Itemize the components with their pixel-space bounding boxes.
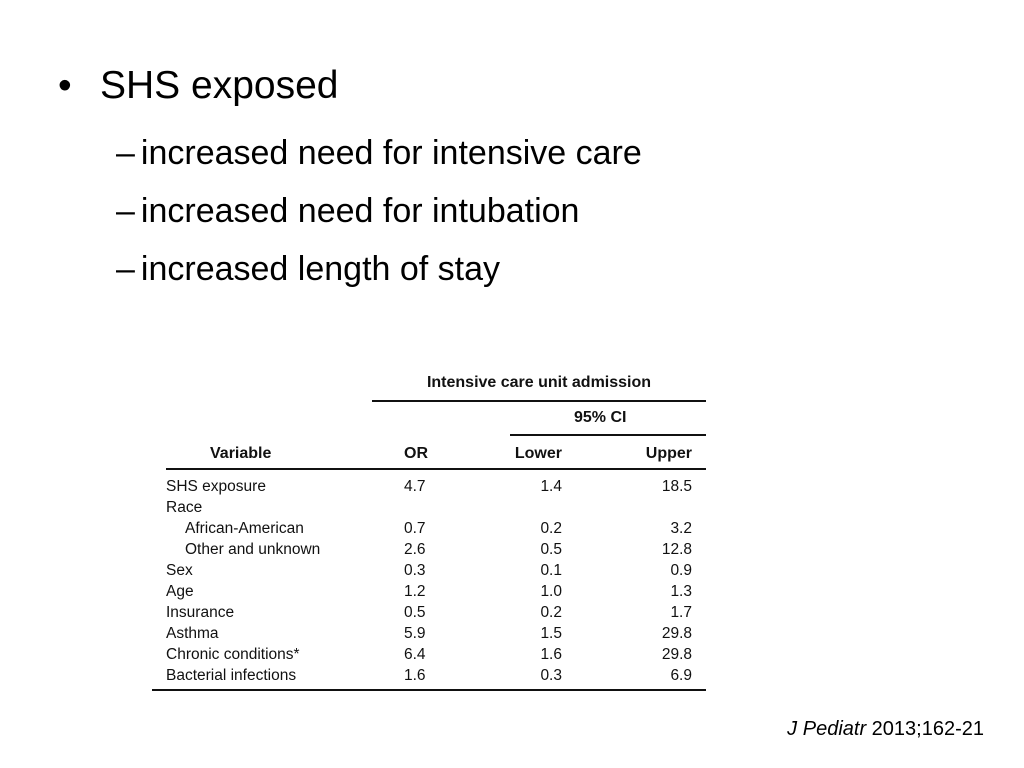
table-row [152,581,706,602]
bottom-rule [152,689,706,691]
cell-lower: 1.0 [540,583,562,600]
ci-rule [510,434,706,436]
sub-bullet [116,124,642,182]
table-row [152,602,706,623]
table-row [152,644,706,665]
column-header-lower: Lower [514,445,562,462]
cell-lower: 0.1 [540,562,562,579]
ci-header: 95% CI [574,409,627,426]
table-row [152,665,706,686]
cell-lower: 1.5 [540,625,562,642]
table-row [152,539,706,560]
column-header-or: OR [404,445,428,462]
cell-variable: Age [166,583,194,600]
cell-or: 6.4 [404,646,426,663]
cell-variable: Bacterial infections [166,667,297,684]
citation-journal: J Pediatr [787,718,867,740]
sub-bullet-text: increased length of stay [140,250,501,288]
sub-bullet [116,182,642,240]
main-bullet [58,58,338,114]
cell-variable: Other and unknown [185,541,321,558]
cell-lower: 0.2 [540,604,562,621]
cell-lower: 1.6 [540,646,562,663]
cell-upper: 18.5 [661,478,692,495]
cell-lower: 0.3 [540,667,562,684]
column-header-upper: Upper [645,445,692,462]
table-row [152,476,706,497]
cell-or: 4.7 [404,478,426,495]
cell-variable: Asthma [166,625,219,642]
table-title: Intensive care unit admission [426,374,652,391]
cell-lower: 1.4 [540,478,562,495]
cell-or: 0.3 [404,562,426,579]
cell-upper: 0.9 [670,562,692,579]
main-bullet-text: SHS exposed [100,64,339,107]
bullet-marker: • [58,64,72,107]
sub-bullet-text: increased need for intensive care [140,134,642,172]
sub-bullet [116,240,642,298]
cell-upper: 29.8 [661,625,692,642]
sub-bullet-list [116,124,642,298]
sub-bullet-text: increased need for intubation [140,192,580,230]
cell-lower: 0.2 [540,520,562,537]
cell-upper: 12.8 [661,541,692,558]
table-row [152,560,706,581]
citation-details: 2013;162-21 [866,718,984,740]
cell-upper: 3.2 [670,520,692,537]
cell-or: 0.7 [404,520,426,537]
cell-variable: SHS exposure [166,478,266,495]
table-body [152,476,706,686]
table-row [152,518,706,539]
title-rule [372,400,706,402]
cell-variable: Chronic conditions* [166,646,300,663]
dash-marker: – [116,250,135,288]
cell-lower: 0.5 [540,541,562,558]
header-rule [166,468,706,470]
cell-or: 5.9 [404,625,426,642]
cell-variable: Sex [166,562,193,579]
cell-variable: Insurance [166,604,235,621]
column-header-variable: Variable [210,445,272,462]
cell-upper: 1.3 [670,583,692,600]
dash-marker: – [116,192,135,230]
cell-variable: African-American [185,520,304,537]
table-row [152,623,706,644]
citation [787,718,984,741]
cell-or: 1.2 [404,583,426,600]
dash-marker: – [116,134,135,172]
cell-upper: 29.8 [661,646,692,663]
cell-or: 0.5 [404,604,426,621]
cell-or: 2.6 [404,541,426,558]
cell-upper: 1.7 [670,604,692,621]
cell-variable: Race [166,499,203,516]
cell-upper: 6.9 [670,667,692,684]
table-row [152,497,706,518]
cell-or: 1.6 [404,667,426,684]
